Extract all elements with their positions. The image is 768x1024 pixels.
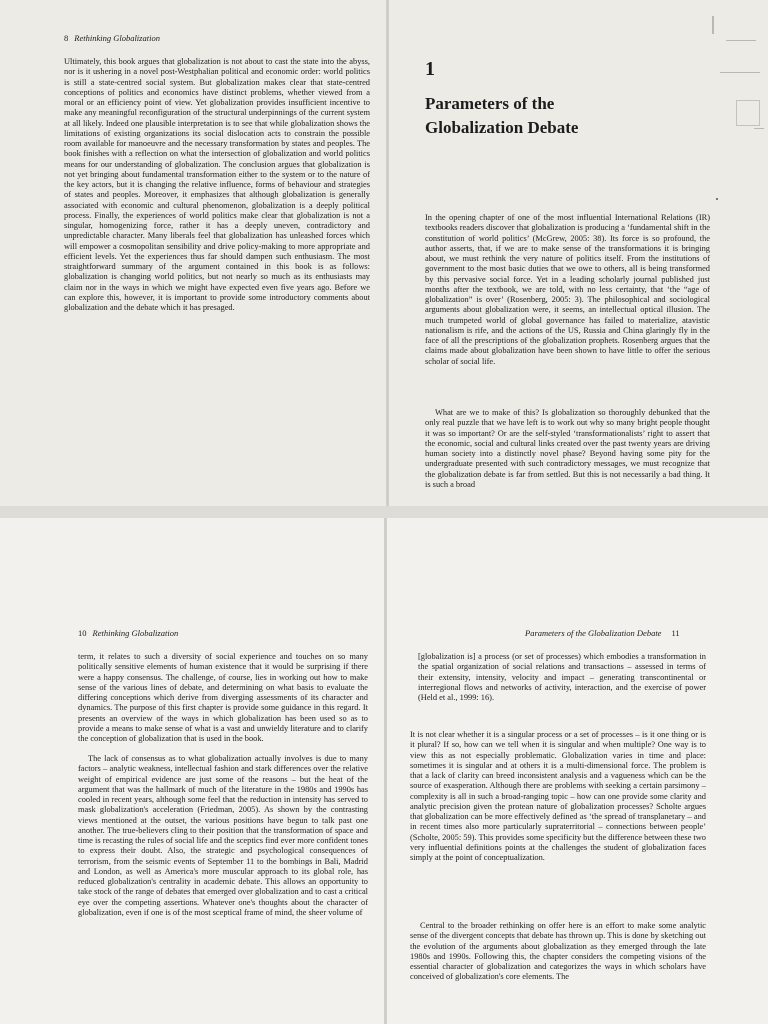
body-paragraph: term, it relates to such a diversity of social experience and touches on so many politically sensitive elements of human existence that it would be surprising if there were a happy consensus. The challenge, of course, lies in working out how to make sense of the various lines of debate, and determining on what basis to evaluate the differing conceptions which derive from diverging assessments of its character and dynamics. The purpose of this first chapter is provide some guidance in this regard. It presents an overview of the ways in which globalization has been used so as to provide a means to make sense of what is a vast and unwieldy literature and to clarify the conception of globalization that is used in the book. <box>78 652 368 743</box>
speck <box>716 198 718 200</box>
gutter-shadow <box>384 518 387 1024</box>
chapter-title: Parameters of the Globalization Debate <box>425 94 579 137</box>
running-title: Rethinking Globalization <box>92 628 179 638</box>
gutter-shadow <box>386 0 389 506</box>
margin-scan-marks <box>706 10 766 150</box>
page-number: 11 <box>671 628 680 638</box>
running-head-page-11 <box>525 628 680 638</box>
body-paragraph: It is not clear whether it is a singular process or a set of processes – is it one thing or is it plural? If so, how can we tell when it is singular and when multiple? One way is to view this as not especially problematic. Globalization varies in time and place: sometimes it is singular and at others it is a multi-dimensional force. The problem is that a lack of clarity can breed inconsistent analysis and a vagueness which can be the source of exasperation. Although there are problems with seeking a certain parsimony – complexity is all in such a broad-ranging topic – how can one provide some clarity and analytic precision given the protean nature of globalization processes? Scholte argues that globalization can be more effectively defined as ‘the spread of transplanetary – and in recent times also more particularly supraterritorial – connections between people’ (Scholte, 2005: 59). This provides some specificity but the difference between these two very influential definitions points at the challenges the student of globalization faces simply at the point of conceptualization. <box>410 730 706 862</box>
page-number: 10 <box>78 628 87 638</box>
page-number: 8 <box>64 33 69 43</box>
body-paragraph: The lack of consensus as to what globalization actually involves is due to many factors – analytic weakness, intellectual fashion and stark differences over the relative weight of empirical evidence are just some of the reasons – but the heat of the argument that was the hallmark of much of the literature in the 1980s and 1990s has cooled in recent years, although some feel that the reduction in intensity has served to mask globalization's acceleration (Friedman, 2005). As shown by the contrasting views mentioned at the outset, the various positions have begun to talk past one another. The true-believers cling to their position that the transformation of space and time is recasting the rules of social life and the sceptics find ever more confident tones to express their doubt. Also, the strategic and psychological consequences of terrorism, from the seismic events of September 11 to the bombings in Bali, Madrid and London, as well as America's more muscular approach to its global role, has reduced globalization's centrality in academic debate. This allows an opportunity to take stock of the range of debates that emerged over globalization and to cast a critical eye over the competing assertions. Whatever one's thoughts about the character of globalization, even if one is of the most sceptical frame of mind, the sheer volume of <box>78 754 368 917</box>
body-paragraph: In the opening chapter of one of the most influential International Relations (IR) textbooks readers discover that globalization is producing a ‘fundamental shift in the constitution of world politics’ (McGrew, 2005: 38). Its force is so profound, the author asserts, that, if we are to make sense of the transformations it is bringing about, we must rethink the very nature of politics itself. From the institutions of government to the most basic duties that we owe to others, all is being transformed by this pervasive social force. Yet in a leading scholarly journal published just months after the textbook, we are told, with no less certainty, that ‘the “age of globalization” is over’ (Rosenberg, 2005: 3). The philosophical and sociological arguments about globalization were, it seems, an intellectual optical illusion. The much trumpeted world of global governance has failed to materialize, atavistic nationalism is rife, and the actions of the US, Russia and China glaringly fly in the face of all the prescriptions of the globalization prophets. Rosenberg argues that the claims made about globalization have been shown to have little to offer the serious scholar of social life. <box>425 213 710 366</box>
running-head-page-8 <box>64 33 160 43</box>
body-paragraph: Central to the broader rethinking on offer here is an effort to make some analytic sense of the divergent concepts that debate has thrown up. This is done by sketching out the evolution of the arguments about globalization as they emerged through the late 1980s and 1990s. Following this, the chapter considers the competing visions of the essential character of globalization and categorizes the ways in which scholars have conceived of globalization's core elements. The <box>410 921 706 982</box>
running-title: Parameters of the Globalization Debate <box>525 628 662 638</box>
body-paragraph: Ultimately, this book argues that globalization is not about to cast the state into the abyss, nor is it ushering in a novel post-Westphalian political and economic order: world politics is still a state-centred social system. But globalization makes clear that state-centred conceptions of politics and economics have distinct problems, whether viewed from a moral or an efficiency point of view. Yet globalization provides insufficient incentive to make any meaningful reconfiguration of the structural underpinnings of the current system at all likely. Indeed one plausible interpretation is to see that while globalization shows the limitations of existing organizations its social dislocation acts to constrain the possible room available for manoeuvre and the necessary transformation by states and peoples. The book finishes with a reflection on what the intersection of globalization and world politics means for our understanding of globalization. The conclusion argues that globalization is not yet bringing about fundamental transformation either to the system or to the nature of the key actors, but it is changing the relative influence, forms of behaviour and strategies of states and peoples. Moreover, it emphasizes that although globalization is generally associated with economic and cultural phenomenon, globalization is a deeply political process. Finally, the experiences of world politics make clear that globalization is not a singular, homogenizing force, rather it has a deeply uneven, contradictory and unpredictable character. Many liberals feel that globalization has unleashed forces which will empower a cosmopolitan sensibility and drive policy-making to more appropriate and efficient levels. Yet the experiences thus far should dampen such enthusiasm. The most straightforward summary of the argument contained in this book is as follows: globalization is changing world politics, but not nearly so much as its enthusiasts may claim nor in the ways in which we might have expected even five years ago. Before we can explore this, however, it is important to provide some introductory comments about globalization and the debate which it has presaged. <box>64 57 370 312</box>
body-paragraph: What are we to make of this? Is globalization so thoroughly debunked that the only real puzzle that we have left is to work out why so many bright people thought it was so important? Or are the self-styled ‘transformationalists’ right to assert that the economic, social and cultural links created over the past twenty years are driving human society into a distinctly novel phase? Beyond having some pity for the undergraduate presented with such contradictory messages, we must recognize that the globalization debate is far from settled. But this is not necessarily a bad thing. It is such a broad <box>425 408 710 489</box>
spread-bottom <box>0 518 768 1024</box>
running-head-page-10 <box>78 628 178 638</box>
running-title: Rethinking Globalization <box>74 33 160 43</box>
spread-separator <box>0 506 768 518</box>
spread-top <box>0 0 768 506</box>
chapter-number: 1 <box>425 58 435 80</box>
block-quote: [globalization is] a process (or set of processes) which embodies a transformation in the spatial organization of social relations and transactions – assessed in terms of their extensity, intensity, velocity and impact – generating transcontinental or interregional flows and networks of activity, interaction, and the exercise of power (Held et al., 1999: 16). <box>418 652 706 702</box>
